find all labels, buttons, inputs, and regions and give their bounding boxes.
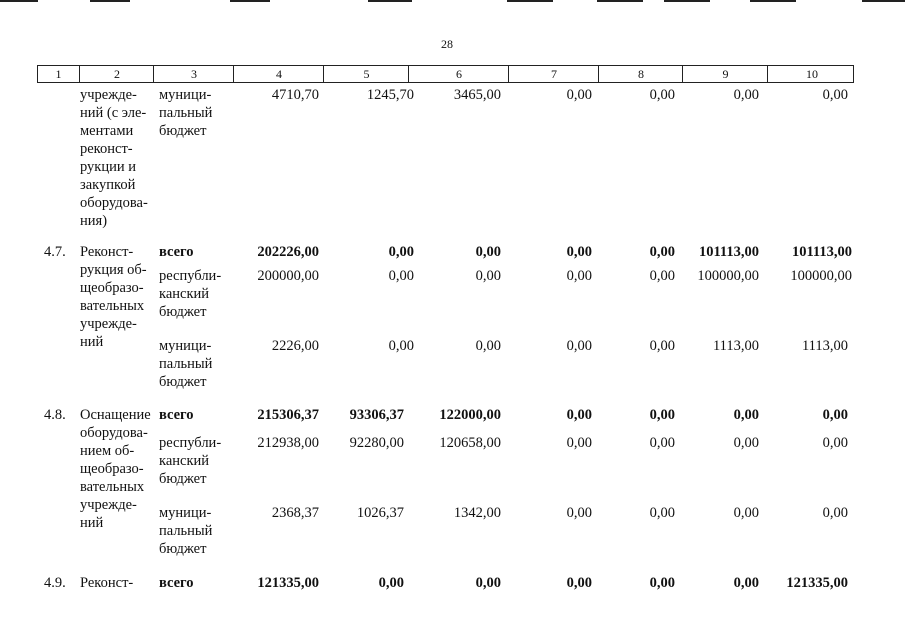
value-cell-col9: 0,00: [733, 505, 759, 521]
value-cell-col8: 0,00: [649, 268, 675, 284]
funding-source-cell: муници- пальный бюджет: [159, 505, 213, 557]
value-cell-col6: 0,00: [475, 244, 501, 260]
column-header-5: 5: [323, 66, 409, 82]
funding-source-cell: республи- канский бюджет: [159, 435, 222, 487]
item-number: 4.9.: [44, 575, 66, 591]
column-header-8: 8: [598, 66, 683, 82]
value-cell-col7: 0,00: [566, 407, 592, 423]
value-cell-col9: 0,00: [733, 435, 759, 451]
value-cell-col8: 0,00: [649, 435, 675, 451]
scan-top-edge-marks: [0, 0, 905, 3]
column-header-1: 1: [55, 67, 62, 81]
value-cell-col6: 0,00: [475, 268, 501, 284]
column-header-10: 10: [767, 66, 856, 82]
value-cell-col5: 0,00: [388, 338, 414, 354]
column-header-4: 4: [233, 66, 324, 82]
value-cell-col9: 100000,00: [697, 268, 759, 284]
value-cell-col10: 100000,00: [790, 268, 852, 284]
value-cell-col9: 0,00: [733, 407, 759, 423]
value-cell-col8: 0,00: [649, 505, 675, 521]
column-header-3: 3: [153, 66, 234, 82]
value-cell-col7: 0,00: [566, 338, 592, 354]
value-cell-col6: 120658,00: [439, 435, 501, 451]
item-name: Реконст-: [80, 575, 134, 591]
value-cell-col4: 2226,00: [271, 338, 319, 354]
value-cell-col7: 0,00: [566, 505, 592, 521]
value-cell-col7: 0,00: [566, 575, 592, 591]
column-header-7: 7: [508, 66, 599, 82]
funding-source-cell: республи- канский бюджет: [159, 268, 222, 320]
value-cell-col10: 0,00: [822, 435, 848, 451]
value-cell-col6: 0,00: [475, 338, 501, 354]
value-cell-col10: 0,00: [822, 407, 848, 423]
value-cell-col8: 0,00: [649, 407, 675, 423]
value-cell-col5: 0,00: [378, 575, 404, 591]
funding-source-cell: всего: [159, 575, 194, 591]
value-cell-col6: 1342,00: [453, 505, 501, 521]
funding-source-cell: муници- пальный бюджет: [159, 338, 213, 390]
value-cell-col5: 1026,37: [356, 505, 404, 521]
column-header-9: 9: [682, 66, 768, 82]
item-name: Реконст- рукция об- щеобразо- вательных учрежде- ний: [80, 244, 147, 350]
value-cell-col5: 0,00: [388, 244, 414, 260]
column-header-6: 6: [408, 66, 509, 82]
value-cell-col7: 0,00: [566, 87, 592, 103]
value-cell-col8: 0,00: [649, 575, 675, 591]
value-cell-col4: 121335,00: [257, 575, 319, 591]
value-cell-col6: 3465,00: [453, 87, 501, 103]
continued-item-name: учрежде- ний (с эле- ментами реконст- рукции и закупкой оборудова- ния): [80, 87, 148, 229]
value-cell-col4: 4710,70: [271, 87, 319, 103]
value-cell-col9: 0,00: [733, 575, 759, 591]
value-cell-col7: 0,00: [566, 244, 592, 260]
funding-source-cell: муници- пальный бюджет: [159, 87, 213, 139]
column-number-header-row: [37, 65, 854, 83]
value-cell-col7: 0,00: [566, 435, 592, 451]
value-cell-col10: 0,00: [822, 505, 848, 521]
value-cell-col4: 215306,37: [257, 407, 319, 423]
funding-source-cell: всего: [159, 244, 194, 260]
page-number: 28: [441, 37, 453, 51]
value-cell-col4: 200000,00: [257, 268, 319, 284]
value-cell-col9: 0,00: [733, 87, 759, 103]
value-cell-col8: 0,00: [649, 87, 675, 103]
item-name: Оснащение оборудова- нием об- щеобразо- вательных учрежде- ний: [80, 407, 151, 531]
value-cell-col8: 0,00: [649, 338, 675, 354]
item-number: 4.8.: [44, 407, 66, 423]
column-header-2: 2: [79, 66, 154, 82]
value-cell-col6: 0,00: [475, 575, 501, 591]
value-cell-col4: 212938,00: [257, 435, 319, 451]
value-cell-col4: 202226,00: [257, 244, 319, 260]
value-cell-col7: 0,00: [566, 268, 592, 284]
value-cell-col9: 1113,00: [712, 338, 759, 354]
value-cell-col9: 101113,00: [698, 244, 759, 260]
value-cell-col5: 1245,70: [366, 87, 414, 103]
value-cell-col5: 93306,37: [349, 407, 404, 423]
value-cell-col6: 122000,00: [439, 407, 501, 423]
value-cell-col10: 0,00: [822, 87, 848, 103]
funding-source-cell: всего: [159, 407, 194, 423]
value-cell-col8: 0,00: [649, 244, 675, 260]
value-cell-col4: 2368,37: [271, 505, 319, 521]
value-cell-col5: 0,00: [388, 268, 414, 284]
value-cell-col10: 101113,00: [791, 244, 852, 260]
value-cell-col5: 92280,00: [349, 435, 404, 451]
value-cell-col10: 121335,00: [786, 575, 848, 591]
value-cell-col10: 1113,00: [801, 338, 848, 354]
item-number: 4.7.: [44, 244, 66, 260]
